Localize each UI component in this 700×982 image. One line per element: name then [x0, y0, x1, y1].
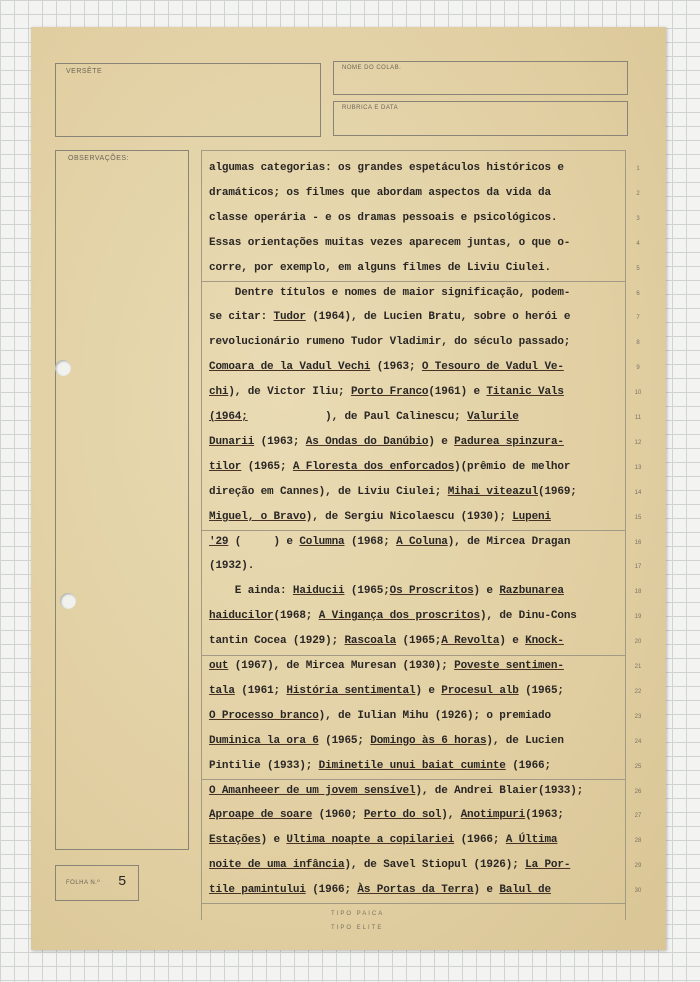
underlined-title: Procesul alb — [441, 684, 519, 697]
text-line — [209, 660, 629, 672]
underlined-title: Dunarii — [209, 435, 255, 448]
text-segment: classe operária - e os dramas pessoais e psicológicos. — [209, 211, 558, 224]
text-line — [209, 436, 629, 448]
text-line — [209, 809, 629, 821]
text-segment: (1965; — [396, 635, 442, 648]
line-number: 5 — [636, 265, 640, 272]
text-line — [209, 486, 629, 498]
line-number: 10 — [634, 390, 642, 397]
verso-box — [55, 63, 321, 137]
text-line — [209, 187, 629, 199]
text-segment: ), de Sergiu Nicolaescu (1930); — [305, 510, 513, 523]
line-number: 30 — [634, 888, 642, 895]
line-number: 4 — [636, 240, 640, 247]
punch-hole-top — [55, 360, 71, 376]
text-segment: (1966; — [305, 884, 358, 897]
line-number: 15 — [634, 514, 642, 521]
underlined-title: O Processo branco — [209, 709, 319, 722]
text-segment: ), de Iulian Mihu (1926); o premiado — [318, 709, 551, 722]
line-number: 22 — [634, 688, 642, 695]
text-segment: (1965; — [344, 585, 390, 598]
text-segment: (1961) e — [428, 386, 487, 399]
text-segment: ), — [441, 809, 461, 822]
underlined-title: Poveste sentimen- — [454, 660, 564, 672]
verso-label: VERSÊTE — [66, 68, 103, 75]
line-number: 1 — [636, 166, 640, 172]
text-segment: )(prêmio de melhor — [454, 460, 571, 473]
text-segment: E ainda: — [209, 585, 293, 598]
text-segment: (1961; — [234, 684, 287, 697]
underlined-title: Balul de — [499, 884, 551, 897]
text-segment: ) e — [473, 884, 500, 897]
underlined-title: A Coluna — [396, 535, 448, 548]
underlined-title: A Revolta — [441, 635, 500, 648]
line-number: 11 — [634, 415, 642, 421]
text-line — [209, 834, 629, 846]
rubrica-label: RUBRICA E DATA — [342, 105, 399, 111]
section-rule-4 — [201, 779, 625, 780]
folha-label: FOLHA N.º — [66, 880, 101, 886]
text-segment: (1966; — [505, 759, 551, 772]
underlined-title: Às Portas da Terra — [357, 884, 474, 897]
text-area-bottom-rule — [201, 903, 625, 904]
underlined-title: Anotimpuri — [460, 809, 526, 822]
text-area-top-rule — [201, 150, 625, 151]
text-line — [209, 710, 629, 722]
text-segment: (1964), de Lucien Bratu, sobre o herói e — [305, 311, 571, 324]
text-line — [209, 884, 629, 896]
text-segment: ), de Savel Stiopul (1926); — [344, 859, 526, 872]
text-line — [209, 336, 629, 348]
punch-hole-bottom — [60, 593, 76, 609]
text-segment: (1968; — [344, 535, 397, 548]
underlined-title: '29 — [209, 535, 229, 548]
underlined-title: chi — [209, 386, 229, 399]
text-segment: (1965; — [518, 684, 564, 697]
section-rule-1 — [201, 281, 625, 282]
text-line — [209, 760, 629, 772]
text-segment: (1965; — [318, 734, 371, 747]
text-segment: (1966; — [454, 834, 506, 847]
tipo-paica-label: TIPO PAICA — [331, 911, 385, 917]
underlined-title: Lupeni — [512, 510, 551, 523]
text-segment: ) e — [499, 635, 526, 648]
observacoes-box — [55, 150, 189, 850]
underlined-title: haiducilor — [209, 610, 274, 623]
text-line — [209, 585, 629, 597]
line-number: 17 — [634, 564, 642, 571]
text-segment: dramáticos; os filmes que abordam aspectos da vida da — [209, 186, 551, 199]
text-segment: ) e — [415, 684, 442, 697]
text-segment: ), de Victor Iliu; — [228, 386, 351, 399]
nome-colab-label: NOME DO COLAB. — [342, 65, 402, 71]
text-segment: (1960; — [312, 809, 364, 822]
underlined-title: Comoara de la Vadul Vechi — [209, 361, 371, 374]
text-segment: direção em Cannes), de Liviu Ciulei; — [209, 485, 448, 498]
text-line — [209, 212, 629, 224]
underlined-title: História sentimental — [286, 684, 416, 697]
text-segment: Pintilie (1933); — [209, 759, 319, 772]
section-rule-3 — [201, 655, 625, 656]
line-number: 20 — [634, 639, 642, 646]
line-number: 12 — [634, 439, 642, 446]
underlined-title: (1964; — [209, 411, 248, 423]
underlined-title: Knock- — [525, 635, 564, 648]
text-segment: (1969; — [538, 485, 577, 498]
text-segment: ), de Lucien — [486, 734, 564, 747]
line-number: 21 — [634, 664, 642, 670]
underlined-title: Ultima noapte a copilariei — [286, 834, 455, 847]
line-number: 29 — [634, 863, 642, 870]
folha-number: 5 — [118, 874, 127, 890]
line-number: 28 — [634, 838, 642, 845]
line-number: 6 — [636, 290, 640, 297]
underlined-title: noite de uma infância — [209, 859, 345, 872]
text-line — [209, 635, 629, 647]
underlined-title: tilor — [209, 460, 242, 473]
text-segment: ) e — [260, 834, 287, 847]
text-line — [209, 859, 629, 871]
text-segment: ( ) e — [228, 535, 300, 548]
underlined-title: Perto do sol — [363, 809, 442, 822]
text-segment: ), de Paul Calinescu; — [247, 411, 468, 423]
text-segment: (1932). — [209, 560, 255, 573]
line-number: 19 — [634, 614, 642, 621]
underlined-title: O Amanheeer de um jovem sensível — [209, 784, 416, 797]
line-number: 2 — [636, 190, 640, 197]
underlined-title: Mihai viteazul — [447, 485, 539, 498]
text-segment: (1968; — [273, 610, 319, 623]
text-segment: ) e — [473, 585, 500, 598]
text-segment: ), de Dinu-Cons — [479, 610, 577, 623]
underlined-title: Titanic Vals — [486, 386, 564, 399]
underlined-title: Duminica la ora 6 — [209, 734, 319, 747]
text-segment: tantin Cocea (1929); — [209, 635, 345, 648]
text-line — [209, 685, 629, 697]
text-segment: (1967), de Mircea Muresan (1930); — [228, 660, 455, 672]
underlined-title: A Floresta dos enforcados — [292, 460, 455, 473]
underlined-title: As Ondas do Danúbio — [305, 435, 429, 448]
text-segment: (1963; — [525, 809, 564, 822]
section-rule-2 — [201, 530, 625, 531]
text-line — [209, 162, 629, 174]
text-segment: corre, por exemplo, em alguns filmes de Liviu Ciulei. — [209, 261, 551, 274]
text-line — [209, 560, 629, 572]
underlined-title: Aproape de soare — [209, 809, 313, 822]
line-number: 26 — [634, 788, 642, 795]
text-line — [209, 237, 629, 249]
nome-colab-box — [333, 61, 628, 95]
text-line — [209, 536, 629, 548]
text-line — [209, 311, 629, 323]
text-segment: (1963; — [254, 435, 306, 448]
text-line — [209, 511, 629, 523]
text-segment: ), de Mircea Dragan — [447, 535, 571, 548]
line-number: 24 — [634, 738, 642, 745]
underlined-title: tala — [209, 684, 235, 697]
underlined-title: tile pamintului — [209, 884, 306, 897]
underlined-title: Valurile — [467, 411, 519, 423]
text-segment: Dentre títulos e nomes de maior significação, podem- — [209, 286, 571, 299]
line-number: 25 — [634, 763, 642, 770]
folha-box — [55, 865, 139, 901]
text-line — [209, 461, 629, 473]
underlined-title: Razbunarea — [499, 585, 564, 598]
line-number: 7 — [636, 315, 640, 322]
underlined-title: Rascoala — [344, 635, 397, 648]
text-segment: algumas categorias: os grandes espetáculos históricos e — [209, 162, 564, 174]
line-number: 23 — [634, 713, 642, 720]
text-line — [209, 361, 629, 373]
underlined-title: Os Proscritos — [389, 585, 474, 598]
tipo-elite-label: TIPO ELITE — [331, 925, 384, 931]
underlined-title: Diminetile unui baiat cuminte — [318, 759, 506, 772]
text-area-left-rule — [201, 150, 202, 920]
underlined-title: A Vingança dos proscritos — [318, 610, 480, 623]
underlined-title: out — [209, 660, 229, 672]
text-segment: revolucionário rumeno Tudor Vladimir, do século passado; — [209, 336, 571, 349]
underlined-title: Padurea spinzura- — [454, 435, 564, 448]
text-line — [209, 735, 629, 747]
observacoes-label: OBSERVAÇÕES: — [68, 155, 129, 162]
line-number: 8 — [636, 340, 640, 347]
underlined-title: Porto Franco — [350, 386, 429, 399]
underlined-title: O Tesouro de Vadul Ve- — [421, 361, 564, 374]
underlined-title: Columna — [299, 535, 345, 548]
text-segment: (1963; — [370, 361, 422, 374]
text-line — [209, 610, 629, 622]
underlined-title: La Por- — [525, 859, 571, 872]
underlined-title: Estações — [209, 834, 261, 847]
text-segment: Essas orientações muitas vezes aparecem juntas, o que o- — [209, 236, 571, 249]
underlined-title: Miguel, o Bravo — [209, 510, 306, 523]
text-segment: (1965; — [241, 460, 293, 473]
underlined-title: Domingo às 6 horas — [370, 734, 487, 747]
text-line — [209, 386, 629, 398]
line-number: 14 — [634, 489, 642, 496]
text-segment: ), de Andrei Blaier(1933); — [415, 784, 584, 797]
text-segment: se citar: — [209, 311, 274, 324]
line-number: 3 — [636, 215, 640, 222]
line-number: 16 — [634, 539, 642, 546]
text-line — [209, 411, 629, 423]
underlined-title: A Última — [505, 834, 558, 847]
text-line — [209, 262, 629, 274]
text-line — [209, 785, 629, 797]
line-number: 27 — [634, 813, 642, 820]
text-segment: ) e — [428, 435, 455, 448]
underlined-title: Tudor — [273, 311, 306, 324]
line-number: 18 — [634, 589, 642, 596]
rubrica-box — [333, 101, 628, 136]
line-number: 9 — [636, 365, 640, 372]
underlined-title: Haiducii — [292, 585, 345, 598]
line-number: 13 — [634, 464, 642, 471]
text-line — [209, 287, 629, 299]
